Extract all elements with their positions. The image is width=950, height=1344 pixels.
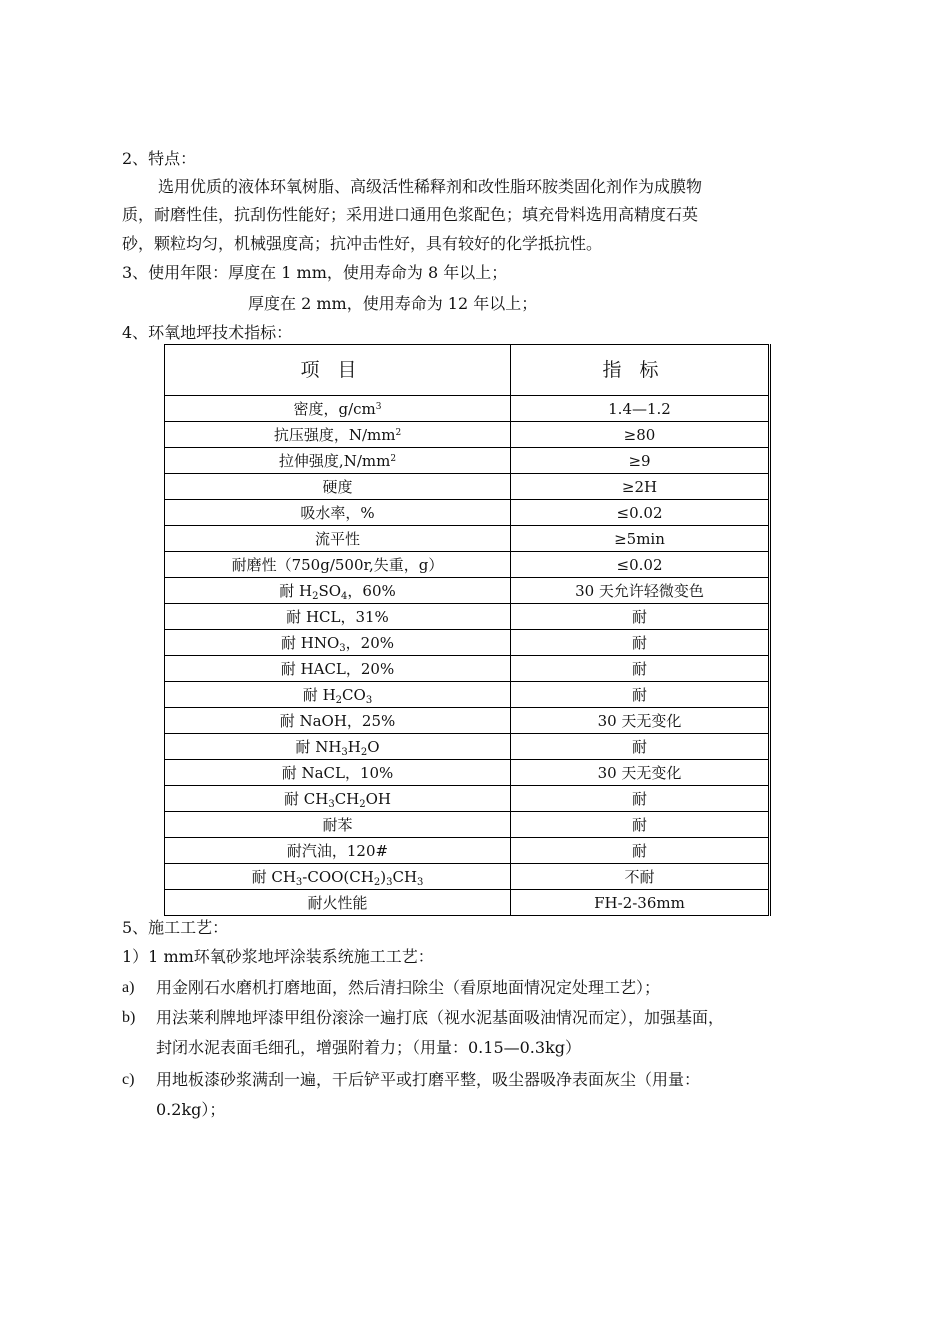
item-cell: [165, 708, 511, 734]
section-5-heading: 5、施工工艺：: [122, 918, 229, 937]
item-subscript: 2: [312, 590, 319, 602]
item-supscript: 2: [395, 427, 402, 438]
index-cell: 耐: [511, 812, 770, 838]
item-cell: [165, 890, 511, 916]
item-subscript: 3: [417, 876, 424, 888]
item-text: O: [367, 737, 380, 756]
item-text: 硬度: [322, 477, 353, 496]
item-subscript: 3: [341, 746, 348, 758]
item-text: 耐 HCL，31%: [286, 607, 389, 626]
table-row: [165, 812, 770, 838]
item-cell: [165, 422, 511, 448]
item-text: ，60%: [347, 581, 396, 600]
table-row: [165, 760, 770, 786]
index-cell: 耐: [511, 604, 770, 630]
item-cell: [165, 682, 511, 708]
header-item: 项目: [165, 345, 511, 396]
step-text: 用法莱利牌地坪漆甲组份滚涂一遍打底（视水泥基面吸油情况而定），加强基面，: [156, 1008, 725, 1027]
table-row: [165, 526, 770, 552]
item-text: 拉伸强度,N/mm: [278, 451, 391, 470]
item-cell: [165, 734, 511, 760]
table-row: [165, 552, 770, 578]
table-row: [165, 708, 770, 734]
section-3-service-life-line-2: 厚度在 2 mm，使用寿命为 12 年以上；: [248, 294, 538, 313]
table-row: [165, 604, 770, 630]
index-cell: 1.4—1.2: [511, 396, 770, 422]
index-cell: 耐: [511, 786, 770, 812]
item-cell: [165, 500, 511, 526]
table-header-row: [165, 345, 770, 396]
item-subscript: 3: [295, 876, 303, 888]
index-cell: ≤0.02: [511, 552, 770, 578]
item-text: 耐火性能: [307, 893, 368, 912]
item-cell: [165, 604, 511, 630]
step-text: 封闭水泥表面毛细孔，增强附着力；（用量：0.15—0.3kg）: [156, 1038, 582, 1057]
table-row: [165, 578, 770, 604]
index-cell: ≥2H: [511, 474, 770, 500]
item-text: 抗压强度，N/mm: [273, 425, 396, 444]
item-text: CH: [392, 867, 418, 886]
index-cell: 耐: [511, 656, 770, 682]
item-subscript: 3: [339, 642, 346, 654]
section-4-heading: 4、环氧地坪技术指标：: [122, 323, 293, 342]
item-subscript: 2: [335, 694, 343, 706]
step-text: 0.2kg）；: [156, 1100, 226, 1119]
item-cell: [165, 812, 511, 838]
index-cell: 30 天无变化: [511, 708, 770, 734]
item-text: ): [380, 867, 387, 886]
item-cell: [165, 526, 511, 552]
table-row: [165, 682, 770, 708]
step-marker: c): [122, 1071, 135, 1088]
item-text: OH: [365, 789, 392, 808]
index-cell: 不耐: [511, 864, 770, 890]
step-text: 用地板漆砂浆满刮一遍，干后铲平或打磨平整，吸尘器吸净表面灰尘（用量：: [156, 1070, 701, 1089]
step-marker: b): [122, 1009, 136, 1026]
index-cell: 30 天无变化: [511, 760, 770, 786]
index-cell: FH-2-36mm: [511, 890, 770, 916]
index-cell: 耐: [511, 734, 770, 760]
item-cell: [165, 838, 511, 864]
item-text: CO: [342, 685, 366, 704]
item-cell: [165, 474, 511, 500]
table-row: [165, 786, 770, 812]
section-2-body-line-3: 砂，颗粒均匀，机械强度高；抗冲击性好，具有较好的化学抵抗性。: [122, 234, 603, 253]
item-text: 耐苯: [322, 815, 353, 834]
item-text: 密度，g/cm: [293, 399, 376, 418]
section-2-heading: 2、特点：: [122, 149, 197, 168]
item-subscript: 3: [365, 694, 373, 706]
item-subscript: 2: [373, 876, 381, 888]
section-3-service-life-line-1: 3、使用年限：厚度在 1 mm，使用寿命为 8 年以上；: [122, 263, 508, 282]
item-text: 流平性: [314, 529, 360, 548]
item-text: -COO(CH: [302, 867, 374, 886]
index-cell: 耐: [511, 838, 770, 864]
item-text: 耐磨性（750g/500r,失重，g）: [231, 555, 444, 574]
item-cell: [165, 448, 511, 474]
item-subscript: 2: [360, 746, 368, 758]
index-cell: 耐: [511, 682, 770, 708]
table-row: [165, 500, 770, 526]
item-text: CH: [334, 789, 360, 808]
table-row: [165, 448, 770, 474]
table-row: [165, 864, 770, 890]
item-text: 耐 CH: [251, 867, 296, 886]
item-text: ，20%: [345, 633, 394, 652]
header-index: 指标: [511, 345, 770, 396]
item-text: H: [347, 737, 361, 756]
item-text: 耐 HACL，20%: [280, 659, 395, 678]
index-cell: ≥80: [511, 422, 770, 448]
item-cell: [165, 864, 511, 890]
table-row: [165, 656, 770, 682]
table-row: [165, 838, 770, 864]
section-5-sub-heading: 1）1 mm环氧砂浆地坪涂装系统施工工艺：: [122, 947, 434, 966]
item-text: SO: [318, 581, 342, 600]
table-row: [165, 422, 770, 448]
table-row: [165, 396, 770, 422]
item-cell: [165, 786, 511, 812]
item-subscript: 3: [328, 798, 335, 810]
item-text: 吸水率，%: [300, 503, 375, 522]
index-cell: ≤0.02: [511, 500, 770, 526]
item-cell: [165, 760, 511, 786]
step-marker: a): [122, 979, 135, 996]
item-cell: [165, 396, 511, 422]
item-text: 耐汽油，120#: [286, 841, 389, 860]
item-text: 耐 HNO: [281, 633, 340, 652]
section-2-body-line-1: 选用优质的液体环氧树脂、高级活性稀释剂和改性脂环胺类固化剂作为成膜物: [158, 177, 703, 196]
item-cell: [165, 552, 511, 578]
step-text: 用金刚石水磨机打磨地面，然后清扫除尘（看原地面情况定处理工艺）；: [156, 978, 661, 997]
index-cell: 30 天允许轻微变色: [511, 578, 770, 604]
item-text: 耐 NaOH，25%: [279, 711, 396, 730]
item-cell: [165, 656, 511, 682]
item-text: 耐 H: [279, 581, 313, 600]
item-text: 耐 H: [302, 685, 336, 704]
item-supscript: 3: [375, 401, 382, 412]
index-cell: ≥9: [511, 448, 770, 474]
table-row: [165, 630, 770, 656]
item-cell: [165, 630, 511, 656]
table-row: [165, 734, 770, 760]
item-subscript: 3: [386, 876, 393, 888]
item-text: 耐 CH: [283, 789, 329, 808]
table-row: [165, 890, 770, 916]
spec-table: [164, 344, 771, 916]
item-subscript: 2: [359, 798, 366, 810]
item-text: 耐 NH: [295, 737, 342, 756]
index-cell: ≥5min: [511, 526, 770, 552]
table-row: [165, 474, 770, 500]
item-supscript: 2: [390, 453, 397, 464]
section-2-body-line-2: 质，耐磨性佳，抗刮伤性能好；采用进口通用色浆配色；填充骨料选用高精度石英: [122, 205, 699, 224]
index-cell: 耐: [511, 630, 770, 656]
item-cell: [165, 578, 511, 604]
item-text: 耐 NaCL，10%: [281, 763, 394, 782]
item-subscript: 4: [341, 590, 348, 602]
